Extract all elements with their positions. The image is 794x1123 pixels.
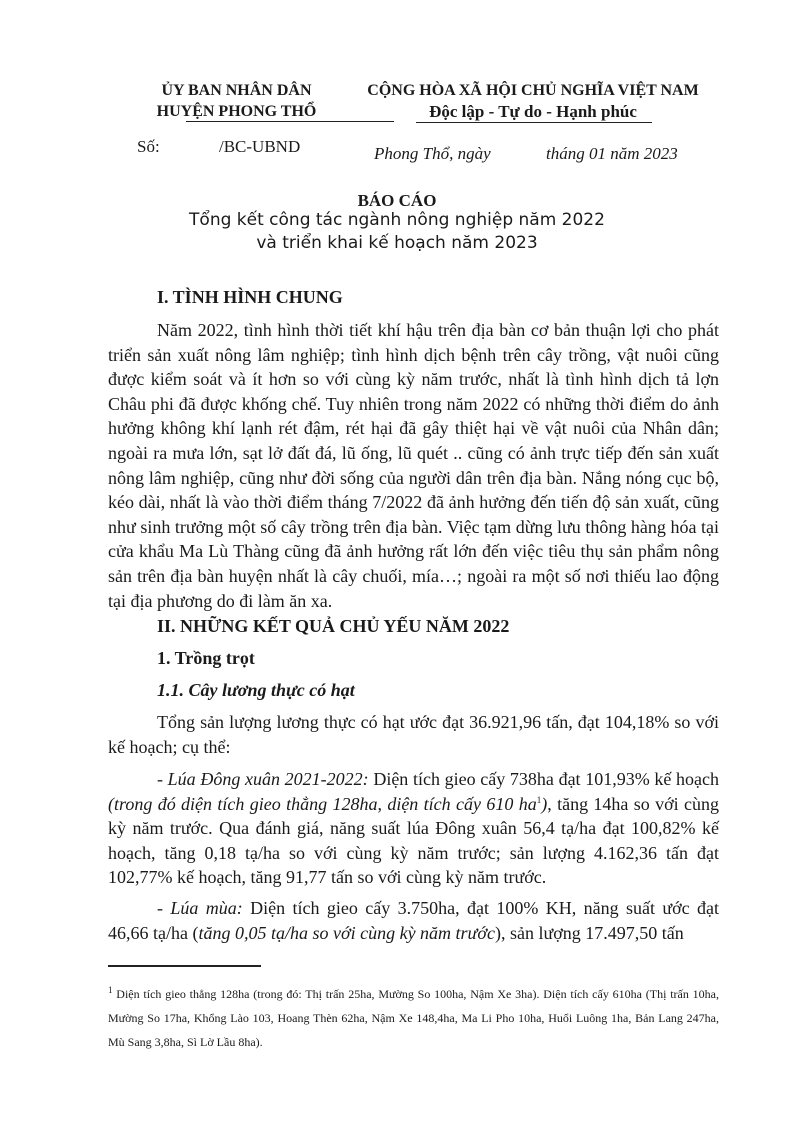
national-motto: Độc lập - Tự do - Hạnh phúc bbox=[429, 102, 637, 121]
bullet-dash: - bbox=[157, 898, 171, 918]
motto-underline bbox=[416, 122, 652, 123]
authority-line-2: HUYỆN PHONG THỔ bbox=[156, 103, 317, 120]
document-number: /BC-UBND bbox=[219, 137, 301, 156]
seasonal-rice-paragraph bbox=[108, 896, 719, 945]
document-number-label: Số: bbox=[137, 137, 160, 156]
document-date-month: tháng 01 năm 2023 bbox=[546, 144, 678, 163]
report-subtitle-line-2: và triển khai kế hoạch năm 2023 bbox=[256, 233, 538, 253]
winter-spring-rice-label: Lúa Đông xuân 2021-2022: bbox=[167, 769, 369, 789]
footnote bbox=[108, 982, 719, 1054]
seasonal-rice bbox=[108, 896, 719, 945]
winter-spring-rice-note: (trong đó diện tích gieo thẳng 128ha, diện tích cấy 610 ha bbox=[108, 793, 537, 814]
subsection-1-heading: 1. Trồng trọt bbox=[157, 648, 255, 668]
national-heading bbox=[340, 80, 726, 122]
seasonal-rice-note: tăng 0,05 tạ/ha so với cùng kỳ năm trước bbox=[198, 922, 495, 943]
section-1-body bbox=[108, 318, 719, 613]
report-subtitle-line-1: Tổng kết công tác ngành nông nghiệp năm 2022 bbox=[189, 210, 605, 230]
winter-spring-rice bbox=[108, 767, 719, 890]
winter-spring-rice-text-b: , tăng 14ha so với cùng kỳ năm trước. Qua đánh giá, năng suất lúa Đông xuân 56,4 tạ/ha đạt 100,82% kế hoạch, tăng 0,18 tạ/ha so với cùng kỳ năm trước; sản lượng 4.162,36 tấn đạt 102,77% kế hoạch, tăng 91,77 tấn so với cùng kỳ năm trước. bbox=[108, 793, 720, 888]
nation-name: CỘNG HÒA XÃ HỘI CHỦ NGHĨA VIỆT NAM bbox=[367, 82, 699, 99]
section-1-heading: I. TÌNH HÌNH CHUNG bbox=[157, 287, 343, 307]
winter-spring-rice-note-close: ) bbox=[541, 793, 548, 814]
report-title: BÁO CÁO bbox=[357, 191, 437, 210]
authority-line-1: ỦY BAN NHÂN DÂN bbox=[161, 82, 312, 99]
seasonal-rice-text-b: ), sản lượng 17.497,50 tấn bbox=[494, 922, 684, 943]
document-date-place: Phong Thổ, ngày bbox=[374, 144, 491, 163]
bullet-dash: - bbox=[157, 769, 168, 789]
seasonal-rice-label: Lúa mùa: bbox=[170, 898, 243, 918]
footnote-text: Diện tích gieo thẳng 128ha (trong đó: Thị trấn 25ha, Mường So 100ha, Nậm Xe 3ha). Diện tích cấy 610ha (Thị trấn 10ha, Mường So 17ha, Khổng Lào 103, Hoang Thèn 62ha, Nậm Xe 148,4ha, Ma Li Pho 10ha, Huổi Luông 1ha, Bản Lang 247ha, Mù Sang 3,8ha, Sì Lờ Lầu 8ha). bbox=[108, 987, 719, 1049]
footnote-separator bbox=[108, 965, 261, 967]
grain-summary-paragraph: Tổng sản lượng lương thực có hạt ước đạt 36.921,96 tấn, đạt 104,18% so với kế hoạch; cụ thể: bbox=[108, 712, 719, 757]
section-2-heading: II. NHỮNG KẾT QUẢ CHỦ YẾU NĂM 2022 bbox=[157, 616, 510, 636]
issuing-authority bbox=[108, 80, 365, 122]
grain-summary bbox=[108, 710, 719, 759]
winter-spring-rice-paragraph bbox=[108, 767, 719, 890]
section-1-paragraph: Năm 2022, tình hình thời tiết khí hậu trên địa bàn cơ bản thuận lợi cho phát triển sản xuất nông lâm nghiệp; tình hình dịch bệnh trên cây trồng, vật nuôi cũng được kiểm soát và ít hơn so với cùng kỳ năm trước, nhất là tình hình dịch tả lợn Châu phi đã được khống chế. Tuy nhiên trong năm 2022 có những thời điểm do ảnh hưởng không khí lạnh rét đậm, rét hại đã gây thiệt hại về vật nuôi của Nhân dân; ngoài ra mưa lớn, sạt lở đất đá, lũ ống, lũ quét .. cũng có ảnh trực tiếp đến sản xuất nông lâm nghiệp, cũng như đời sống của người dân trên địa bàn. Nắng nóng cục bộ, kéo dài, nhất là vào thời điểm tháng 7/2022 đã ảnh hưởng đến tiến độ sản xuất, cũng như sinh trưởng một số cây trồng trên địa bàn. Việc tạm dừng lưu thông hàng hóa tại cửa khẩu Ma Lù Thàng cũng đã ảnh hưởng rất lớn đến việc tiêu thụ sản phẩm nông sản trên địa bàn huyện nhất là cây chuối, mía…; ngoài ra một số nơi thiếu lao động tại địa phương do đi làm ăn xa. bbox=[108, 320, 719, 611]
seasonal-rice-text-a: Diện tích gieo cấy 3.750ha, đạt 100% KH, năng suất ước đạt 46,66 tạ/ha ( bbox=[108, 898, 719, 943]
footnote-mark: 1 bbox=[108, 985, 113, 995]
footnote-reference: 1 bbox=[536, 794, 542, 805]
winter-spring-rice-text-a: Diện tích gieo cấy 738ha đạt 101,93% kế hoạch bbox=[368, 769, 720, 789]
subsection-1-1-heading: 1.1. Cây lương thực có hạt bbox=[157, 680, 355, 700]
